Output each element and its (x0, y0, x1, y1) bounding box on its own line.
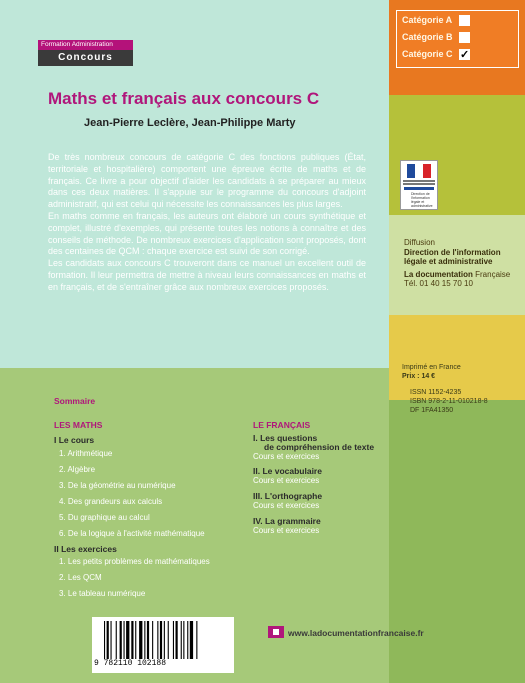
maths-heading: LES MATHS (54, 420, 103, 430)
category-b-label: Catégorie B (402, 32, 453, 42)
series-tag (38, 40, 133, 66)
toc-item: 3. De la géométrie au numérique (59, 481, 176, 490)
barcode-bar (139, 621, 142, 659)
category-b-checkbox (459, 32, 470, 43)
diffusion-block (404, 238, 522, 289)
toc-item: 1. Arithmétique (59, 449, 113, 458)
book-authors: Jean-Pierre Leclère, Jean-Philippe Marty (84, 117, 296, 129)
toc-item: 1. Les petits problèmes de mathématiques (59, 557, 210, 566)
barcode-bar (152, 621, 153, 659)
francais-section-sub: Cours et exercices (253, 501, 320, 510)
barcode-bars (104, 621, 228, 659)
francais-section-sub: Cours et exercices (253, 526, 320, 535)
barcode-bar (120, 621, 122, 659)
logo-rule (403, 183, 435, 185)
description-paragraph: De très nombreux concours de catégorie C des fonctions publiques (État, territoriale et hospitalière) comportent une épreuve écrite de maths et de français. Ce livre a pour objectif d'aider les candidats à se préparer au mieux dans ces deux matières. Il s'appuie sur le programme du concours d'adjoint administratif, qui est celui qui nécessite les connaissances les plus larges. (48, 152, 366, 210)
francais-section-title: IV. La grammaire (253, 516, 321, 526)
francais-section-sub: Cours et exercices (253, 476, 320, 485)
green-stripe (389, 400, 525, 683)
barcode-bar (104, 621, 105, 659)
logo-rule (403, 180, 435, 182)
publisher-name: La documentation (404, 269, 473, 279)
diffusion-org-line2: légale et administrative (404, 257, 493, 266)
publisher-line (404, 270, 522, 280)
diffusion-label: Diffusion (404, 238, 435, 247)
barcode-bar (190, 621, 193, 659)
barcode-bar (107, 621, 109, 659)
barcode-bar (144, 621, 145, 659)
francais-section-title: I. Les questions (253, 433, 318, 443)
toc-item: 2. Les QCM (59, 573, 102, 582)
toc-item: 5. Du graphique au calcul (59, 513, 150, 522)
phone-number: Tél. 01 40 15 70 10 (404, 279, 473, 288)
category-box (396, 10, 519, 68)
barcode-bar (126, 621, 129, 659)
toc-item: 2. Algèbre (59, 465, 96, 474)
identifiers (410, 388, 488, 415)
barcode-bar (131, 621, 133, 659)
francais-section (253, 517, 321, 535)
barcode-bar (135, 621, 136, 659)
barcode-bar (196, 621, 197, 659)
print-info (402, 363, 461, 381)
logo-bar (404, 187, 434, 190)
series-tag-name: Concours (38, 50, 133, 66)
barcode-bar (164, 621, 165, 659)
website-icon (268, 626, 284, 638)
series-tag-top: Formation Administration (38, 40, 133, 50)
barcode (92, 617, 234, 673)
category-a-row (402, 15, 452, 25)
barcode-bar (116, 621, 117, 659)
isbn: ISBN 978-2-11-010218-8 (410, 398, 488, 405)
description-paragraph: En maths comme en français, les auteurs ont élaboré un cours synthétique et complet, illustré d'exemples, qui présente toutes les notions à connaître et des conseils de méthode. De nombreux exercices d'application sont proposés, dont des centaines de QCM : chaque exercice est suivi de son corrigé. (48, 210, 366, 257)
barcode-bar (187, 621, 188, 659)
category-a-label: Catégorie A (402, 15, 453, 25)
barcode-digits: 9 782110 102188 (94, 659, 167, 668)
price: Prix : 14 € (402, 373, 436, 380)
barcode-bar (173, 621, 174, 659)
sommaire-heading: Sommaire (54, 396, 96, 406)
description (48, 152, 366, 294)
website-link[interactable]: www.ladocumentationfrancaise.fr (288, 628, 424, 638)
francais-section-title: III. L'orthographe (253, 491, 323, 501)
francais-heading: LE FRANÇAIS (253, 420, 311, 430)
toc-item: 3. Le tableau numérique (59, 589, 146, 598)
francais-section-title: II. Le vocabulaire (253, 466, 322, 476)
publisher-name-rest: Française (472, 269, 511, 279)
category-c-label: Catégorie C (402, 49, 453, 59)
book-title: Maths et français aux concours C (48, 89, 320, 108)
category-c-checkbox: ✓ (460, 49, 470, 61)
francais-section-title-cont: de compréhension de texte (264, 442, 375, 452)
barcode-bar (181, 621, 182, 659)
barcode-bar (147, 621, 149, 659)
issn: ISSN 1152-4235 (410, 389, 462, 396)
flag-icon (407, 164, 431, 178)
category-b-row (402, 32, 453, 42)
category-c-row (402, 49, 470, 61)
category-a-checkbox (459, 15, 470, 26)
barcode-bar (124, 621, 125, 659)
barcode-bar (111, 621, 112, 659)
francais-section (253, 467, 322, 485)
description-paragraph: Les candidats aux concours C trouveront dans ce manuel un excellent outil de formation. Il leur permettra de mettre à niveau leurs connaissances en maths et en français, et de s'entraîner grâce aux nombreux exercices proposés. (48, 258, 366, 292)
toc-item: 6. De la logique à l'activité mathématique (59, 529, 205, 538)
barcode-bar (160, 621, 162, 659)
francais-section (253, 492, 322, 510)
logo-text: Direction de l'information légale et administrative (411, 192, 433, 208)
ministry-logo (400, 160, 438, 210)
francais-section (253, 434, 374, 461)
barcode-bar (157, 621, 158, 659)
toc-item: 4. Des grandeurs aux calculs (59, 497, 163, 506)
barcode-bar (168, 621, 169, 659)
maths-part2-title: II Les exercices (54, 544, 117, 554)
df-code: DF 1FA41350 (410, 407, 454, 414)
diffusion-org-line1: Direction de l'information (404, 247, 501, 257)
maths-part1-title: I Le cours (54, 435, 95, 445)
barcode-bar (183, 621, 184, 659)
barcode-bar (176, 621, 178, 659)
francais-section-sub: Cours et exercices (253, 452, 320, 461)
printed-in: Imprimé en France (402, 364, 461, 371)
